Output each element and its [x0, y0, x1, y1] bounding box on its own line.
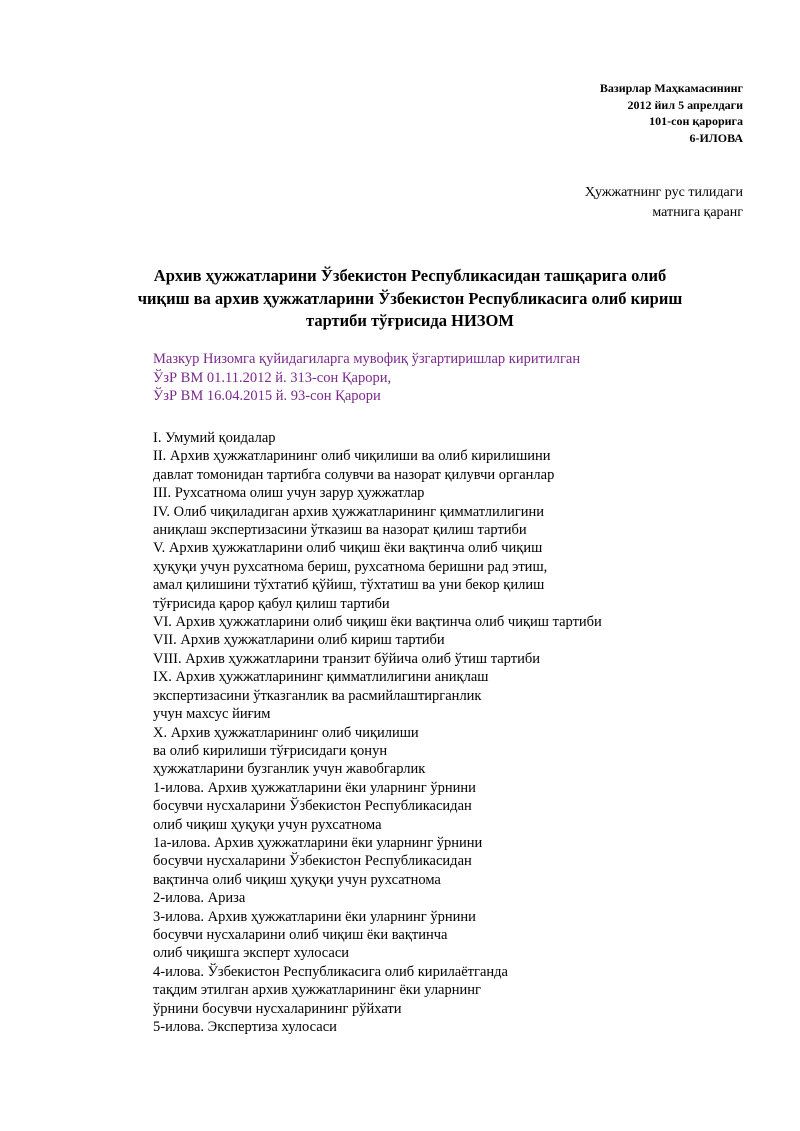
toc-item[interactable]: 2-илова. Ариза — [153, 890, 246, 907]
toc-item[interactable]: босувчи нусхаларини Ўзбекистон Республикасидан — [153, 798, 472, 815]
annex-header-line: 2012 йил 5 апрелдаги — [627, 97, 743, 112]
toc-item[interactable]: тўғрисида қарор қабул қилиш тартиби — [153, 595, 390, 612]
toc-item[interactable]: ўрнини босувчи нусхаларининг рўйхати — [153, 1000, 402, 1017]
amendment-link[interactable]: ЎзР ВМ 01.11.2012 й. 313-сон Қарори, — [153, 369, 392, 386]
toc-item[interactable]: тақдим этилган архив ҳужжатларининг ёки уларнинг — [153, 982, 481, 999]
toc-item[interactable]: 1-илова. Архив ҳужжатларини ёки уларнинг ўрнини — [153, 779, 476, 796]
toc-item[interactable]: ва олиб кирилиши тўғрисидаги қонун — [153, 742, 388, 759]
toc-item[interactable]: аниқлаш экспертизасини ўтказиш ва назорат қилиш тартиби — [153, 522, 527, 539]
toc-item[interactable]: босувчи нусхаларини Ўзбекистон Республикасидан — [153, 853, 472, 870]
document-title-line: Архив ҳужжатларини Ўзбекистон Республикасидан ташқарига олиб — [153, 266, 667, 285]
document-title — [80, 265, 740, 333]
toc-item[interactable]: III. Рухсатнома олиш учун зарур ҳужжатлар — [153, 485, 425, 502]
toc-item[interactable]: давлат томонидан тартибга солувчи ва назорат қилувчи органлар — [153, 466, 555, 483]
toc-item[interactable]: ҳуқуқи учун рухсатнома бериш, рухсатнома беришни рад этиш, — [153, 558, 548, 575]
toc-item[interactable]: босувчи нусхаларини олиб чиқиш ёки вақтинча — [153, 926, 448, 943]
toc-item[interactable]: 3-илова. Архив ҳужжатларини ёки уларнинг ўрнини — [153, 908, 476, 925]
annex-header — [600, 80, 743, 146]
toc-item[interactable]: II. Архив ҳужжатларининг олиб чиқилиши ва олиб кирилишини — [153, 448, 551, 465]
toc-item[interactable]: V. Архив ҳужжатларини олиб чиқиш ёки вақтинча олиб чиқиш — [153, 540, 543, 557]
toc-item[interactable]: IX. Архив ҳужжатларининг қимматлилигини аниқлаш — [153, 669, 489, 686]
toc-item[interactable]: учун махсус йиғим — [153, 706, 271, 723]
toc-item[interactable]: VIII. Архив ҳужжатларини транзит бўйича олиб ўтиш тартиби — [153, 650, 540, 667]
reference-note-line: Ҳужжатнинг рус тилидаги — [584, 185, 743, 200]
toc-item[interactable]: экспертизасини ўтказганлик ва расмийлаштирганлик — [153, 687, 482, 704]
document-title-line: тартиби тўғрисида НИЗОМ — [306, 311, 514, 330]
toc-item[interactable]: 5-илова. Экспертиза хулосаси — [153, 1019, 337, 1035]
table-of-contents — [153, 429, 753, 1036]
toc-item[interactable]: VII. Архив ҳужжатларини олиб кириш тартиби — [153, 632, 445, 649]
toc-item[interactable]: вақтинча олиб чиқиш ҳуқуқи учун рухсатнома — [153, 871, 441, 888]
toc-item[interactable]: 1а-илова. Архив ҳужжатларини ёки уларнинг ўрнини — [153, 834, 483, 851]
toc-item[interactable]: VI. Архив ҳужжатларини олиб чиқиш ёки вақтинча олиб чиқиш тартиби — [153, 614, 602, 631]
reference-note-line: матнига қаранг — [652, 205, 743, 220]
toc-item[interactable]: олиб чиқишга эксперт хулосаси — [153, 945, 350, 962]
amendments-note — [153, 350, 580, 406]
annex-header-line: 6-ИЛОВА — [689, 130, 743, 145]
toc-item[interactable]: I. Умумий қоидалар — [153, 430, 276, 446]
toc-item[interactable]: олиб чиқиш ҳуқуқи учун рухсатнома — [153, 816, 382, 833]
toc-item[interactable]: 4-илова. Ўзбекистон Республикасига олиб кирилаётганда — [153, 963, 508, 980]
annex-header-line: 101-сон қарорига — [649, 114, 743, 128]
amendments-intro: Мазкур Низомга қуйидагиларга мувофиқ ўзгартиришлар киритилган — [153, 351, 581, 367]
toc-item[interactable]: X. Архив ҳужжатларининг олиб чиқилиши — [153, 724, 419, 741]
toc-item[interactable]: амал қилишини тўхтатиб қўйиш, тўхтатиш ва уни бекор қилиш — [153, 577, 545, 594]
annex-header-line: Вазирлар Маҳкамасининг — [599, 81, 743, 95]
toc-item[interactable]: IV. Олиб чиқиладиган архив ҳужжатларининг қимматлилигини — [153, 503, 544, 520]
document-title-line: чиқиш ва архив ҳужжатларини Ўзбекистон Республикасига олиб кириш — [137, 288, 683, 308]
amendment-link[interactable]: ЎзР ВМ 16.04.2015 й. 93-сон Қарори — [153, 388, 381, 404]
toc-item[interactable]: ҳужжатларини бузганлик учун жавобгарлик — [153, 761, 426, 778]
russian-text-reference — [585, 183, 743, 223]
